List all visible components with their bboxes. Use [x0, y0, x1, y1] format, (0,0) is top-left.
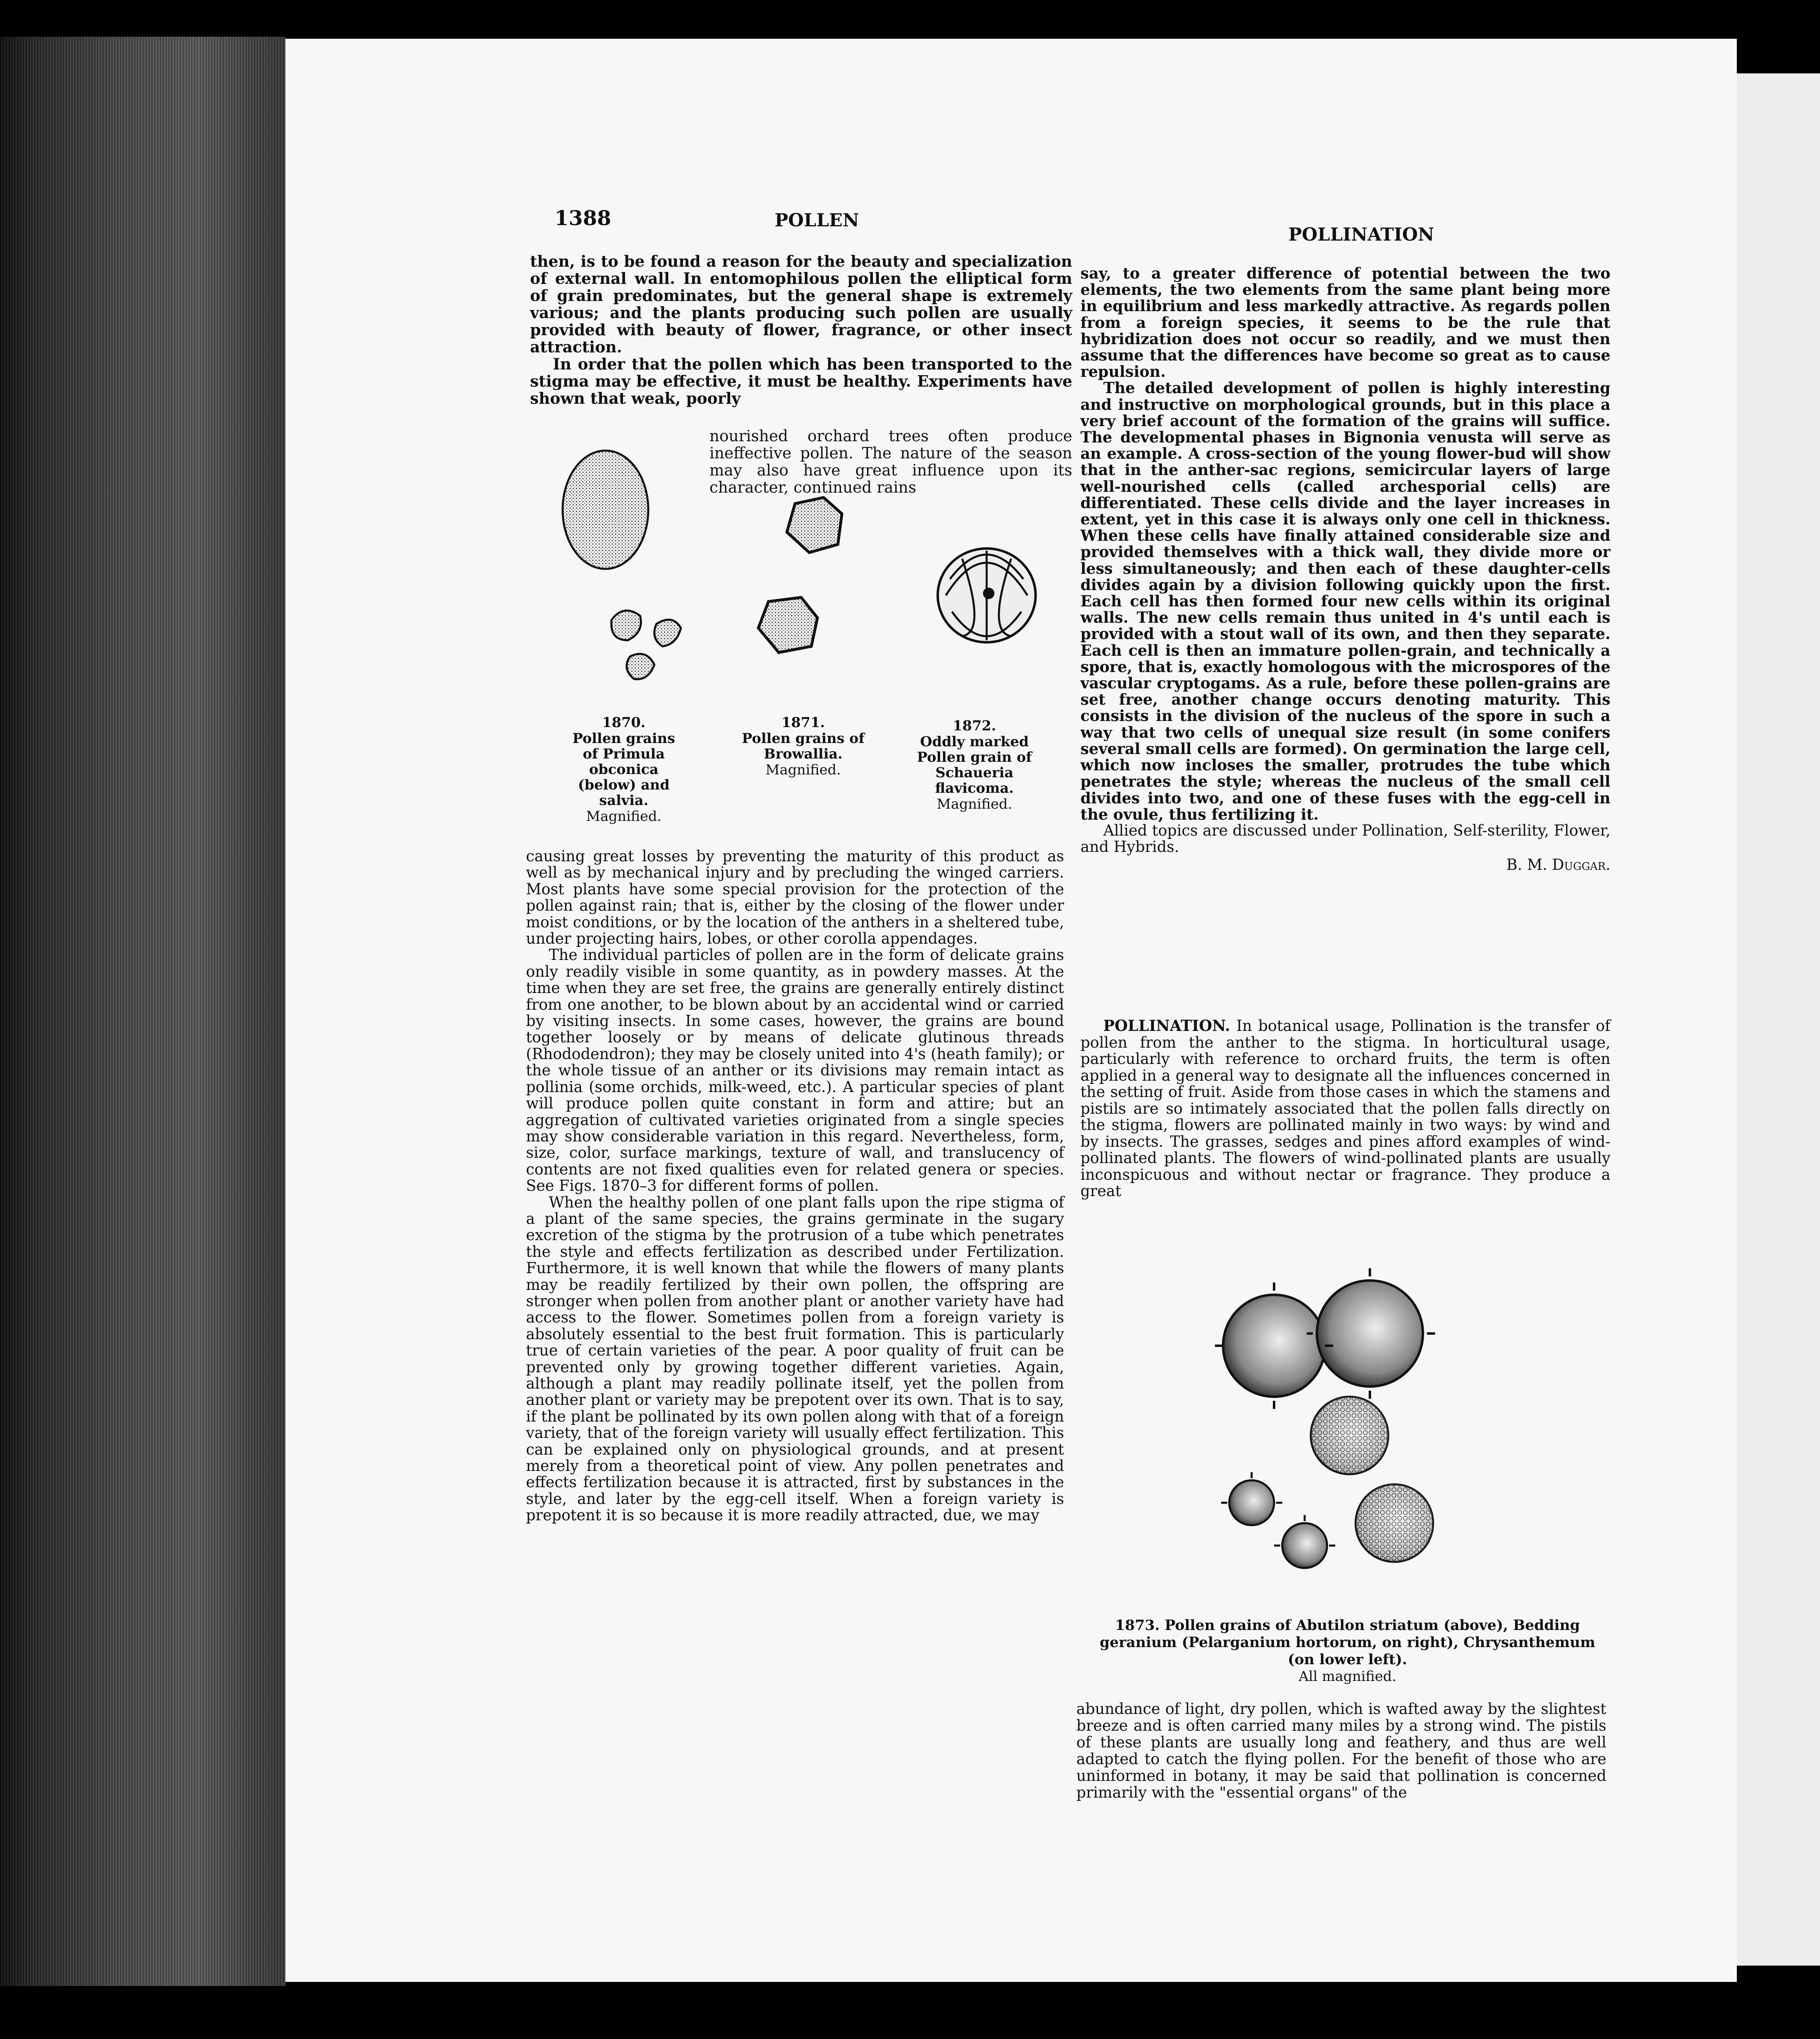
- running-head-right: POLLINATION: [1288, 224, 1434, 245]
- page-number: 1388: [554, 206, 612, 230]
- next-page-edge: [1733, 73, 1820, 1966]
- paragraph: The individual particles of pollen are in the form of delicate grains only readily visible in some quantity, as in powdery masses. At the time when they are set free, the grains are generally entirely distinct from one another, to be blown about by an accidental wind or carried by visiting insects. In some cases, however, the grains are bound together loosely or by means of delicate glutinous threads (Rhododendron); they may be closely united into 4's (heath family); or the whole tissue of an anther or its divisions may remain intact as pollinia (some orchids, milk-weed, etc.). A particular species of plant will produce pollen quite constant in form and attire; but an aggregation of cultivated varieties originated from a single species may show considerable variation in this regard. Nevertheless, form, size, color, surface markings, texture of wall, and translucency of contents are not fixed qualities even for related genera or species. See Figs. 1870–3 for different forms of pollen.: [526, 946, 1064, 1195]
- left-column-top: [530, 253, 1072, 407]
- figure-note: Magnified.: [937, 796, 1012, 812]
- figure-caption: 1873. Pollen grains of Abutilon striatum (above), Bedding geranium (Pelarganium hortorum, on right), Chrysanthemum (on lower left).: [1100, 1617, 1595, 1668]
- schaueria-pollen-grain: [938, 548, 1036, 642]
- abutilon-pollen-grains: [1215, 1268, 1435, 1409]
- figure-note: Magnified.: [765, 762, 841, 778]
- figure-number: 1871.: [781, 714, 825, 731]
- figure-caption: Pollen grains of Browallia.: [742, 730, 865, 762]
- paragraph: causing great losses by preventing the maturity of this product as well as by mechanical injury and by precluding the winged carriers. Most plants have some special provision for the protection of the pollen against rain; that is, either by the closing of the flower under moist conditions, or by the location of the anthers in a sheltered tube, under projecting hairs, lobes, or other corolla appendages.: [526, 847, 1064, 948]
- paragraph: abundance of light, dry pollen, which is wafted away by the slightest breeze and is often carried many miles by a strong wind. The pistils of these plants are usually long and feathery, and thus are well adapted to catch the flying pollen. For the benefit of those who are uninformed in botany, it may be said that pollination is concerned primarily with the "essential organs" of the: [1076, 1700, 1606, 1801]
- right-column-bottom: [1076, 1701, 1606, 1801]
- figure-1872: [905, 718, 1044, 812]
- figure-1873-art: [1203, 1264, 1488, 1582]
- salvia-pollen-grain: [563, 451, 648, 569]
- paragraph: The detailed development of pollen is highly interesting and instructive on morphological grounds, but in this place a very brief account of the formation of the grains will suffice. The developmental phases in Bignonia venusta will serve as an example. A cross-section of the young flower-bud will show that in the anther-sac regions, semicircular layers of large well-nourished cells (called archesporial cells) are differentiated. These cells divide and the layer increases in extent, yet in this case it is always only one cell in thickness. When these cells have finally attained considerable size and provided themselves with a thick wall, they divide more or less simultaneously; and then each of these daughter-cells divides again by a division following quickly upon the first. Each cell has then formed four new cells within its original walls. The new cells remain thus united in 4's until each is provided with a stout wall of its own, and then they separate. Each cell is then an immature pollen-grain, and technically a spore, that is, exactly homologous with the microspores of the vascular cryptogams. As a rule, before these pollen-grains are set free, another change occurs denoting maturity. This consists in the division of the nucleus of the spore in such a way that two cells of unequal size result (in some conifers several small cells are formed). On germination the large cell, which now incloses the smaller, protrudes the tube which penetrates the style; whereas the nucleus of the small cell divides into two, and one of these fuses with the egg-cell in the ovule, thus fertilizing it.: [1080, 379, 1610, 823]
- figure-number: 1870.: [602, 714, 646, 731]
- paragraph: [1080, 1017, 1610, 1200]
- figures-1870-1872-art: [546, 449, 1084, 734]
- running-head-left: POLLEN: [775, 210, 859, 231]
- left-column-bottom: [526, 848, 1064, 1524]
- geranium-pollen-grains: [1311, 1397, 1433, 1562]
- author-signature: B. M. Duggar.: [1506, 856, 1610, 874]
- book-spine-edge: [0, 37, 285, 1986]
- right-column-top: [1080, 265, 1610, 874]
- paragraph: say, to a greater difference of potential between the two elements, the two elements from the same plant being more in equilibrium and less markedly attractive. As regards pollen from a foreign species, it seems to be the rule that hybridization does not occur so readily, and we must then assume that the differences have become so great as to cause repulsion.: [1080, 264, 1610, 381]
- figure-1871: [734, 714, 872, 778]
- left-column-wrap-text: nourished orchard trees often produce ineffective pollen. The nature of the season may also have great influence upon its character, continued rains: [709, 427, 1072, 496]
- paragraph: In order that the pollen which has been transported to the stigma may be effective, it must be healthy. Experiments have shown that weak, poorly: [530, 355, 1072, 407]
- figure-caption: Oddly marked Pollen grain of Schaueria flavicoma.: [917, 734, 1032, 796]
- figure-1870: [563, 714, 685, 825]
- figure-caption: Pollen grains of Primula obconica (below) and salvia.: [572, 730, 675, 809]
- article-heading: POLLINATION.: [1103, 1017, 1230, 1035]
- chrysanthemum-pollen-grains: [1221, 1472, 1335, 1568]
- paragraph: When the healthy pollen of one plant falls upon the ripe stigma of a plant of the same species, the grains germinate in the sugary excretion of the stigma by the protrusion of a tube which penetrates the style and effects fertilization as described under Fertilization. Furthermore, it is well known that while the flowers of many plants may be readily fertilized by their own pollen, the offspring are stronger when pollen from another plant or another variety have had access to the flower. Sometimes pollen from a foreign variety is absolutely essential to the best fruit formation. This is particularly true of certain varieties of the pear. A poor quality of fruit can be prevented only by growing together different varieties. Again, although a plant may readily pollinate itself, yet the pollen from another plant or variety may be prepotent over its own. That is to say, if the plant be pollinated by its own pollen along with that of a foreign variety, that of the foreign variety will usually effect fertilization. This can be explained only on physiological grounds, and at present merely from a theoretical point of view. Any pollen penetrates and effects fertilization because it is attracted, first by substances in the style, and later by the egg-cell itself. When a foreign variety is prepotent it is so because it is more readily attracted, due, we may: [526, 1193, 1064, 1524]
- figure-number: 1872.: [952, 718, 996, 734]
- primula-pollen-grains: [612, 610, 681, 679]
- figure-note: Magnified.: [586, 808, 662, 825]
- browallia-pollen-grains: [758, 498, 842, 652]
- article-text: In botanical usage, Pollination is the transfer of pollen from the anther to the stigma. In horticultural usage, particularly with reference to orchard fruits, the term is often applied in a general way to designate all the influences concerned in the setting of fruit. Aside from those cases in which the stamens and pistils are so intimately associated that the pollen falls directly on the stigma, flowers are pollinated mainly in two ways: by wind and by insects. The grasses, sedges and pines afford examples of wind-pollinated plants. The flowers of wind-pollinated plants are usually inconspicuous and without nectar or fragrance. They produce a great: [1080, 1017, 1610, 1200]
- pollination-article: [1080, 1017, 1610, 1200]
- paragraph: then, is to be found a reason for the beauty and specialization of external wall. In entomophilous pollen the elliptical form of grain predominates, but the general shape is extremely various; and the plants producing such pollen are usually provided with beauty of flower, fragrance, or other insect attraction.: [530, 252, 1072, 356]
- paragraph: Allied topics are discussed under Pollination, Self-sterility, Flower, and Hybrids.: [1080, 821, 1610, 856]
- figure-note: All magnified.: [1299, 1668, 1396, 1685]
- figure-1873: [1093, 1617, 1602, 1685]
